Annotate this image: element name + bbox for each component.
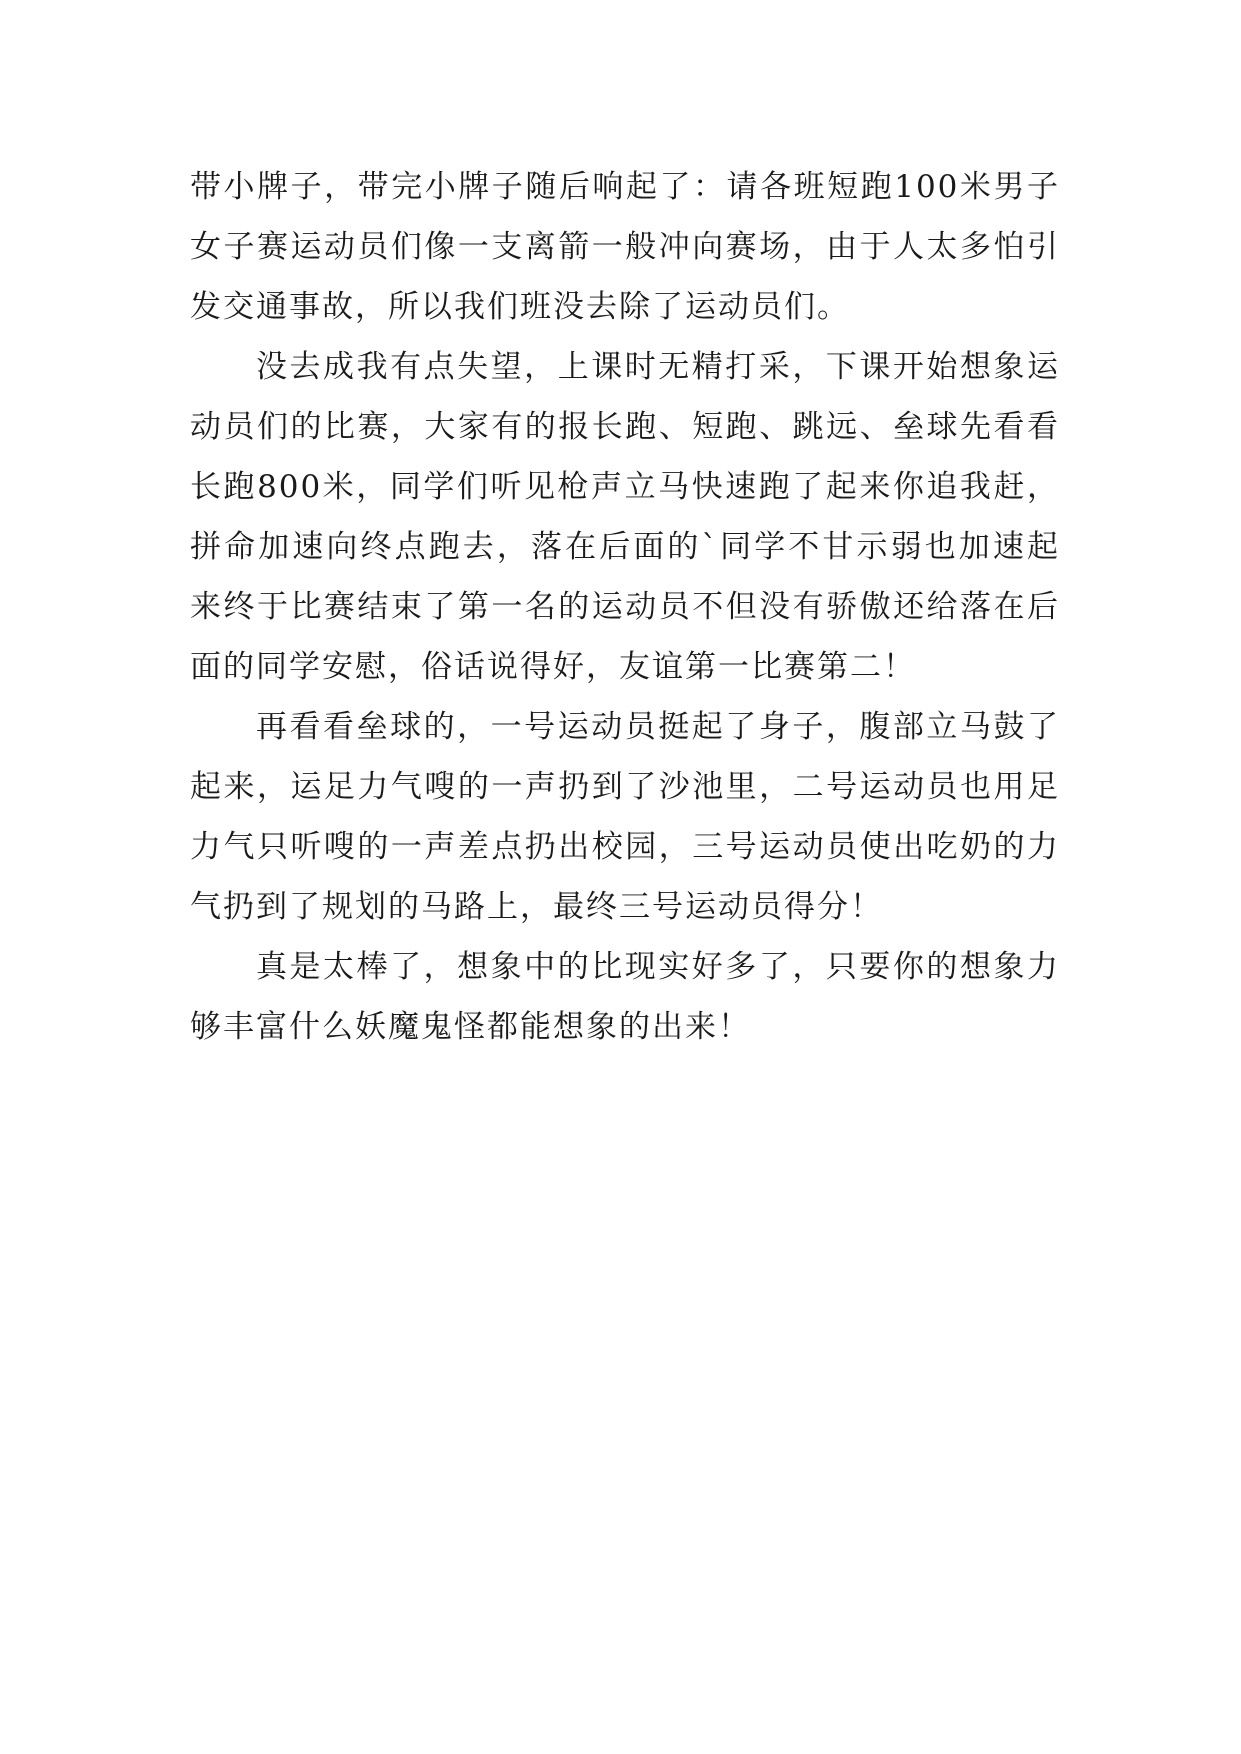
paragraph-3: 再看看垒球的，一号运动员挺起了身子，腹部立马鼓了起来，运足力气嗖的一声扔到了沙池里，二号运动员也用足力气只听嗖的一声差点扔出校园，三号运动员使出吃奶的力气扔到了规划的马路上，最终三号运动员得分！ (190, 709, 1060, 925)
paragraph-4: 真是太棒了，想象中的比现实好多了，只要你的想象力够丰富什么妖魔鬼怪都能想象的出来！ (190, 949, 1060, 1045)
paragraph-2: 没去成我有点失望，上课时无精打采，下课开始想象运动员们的比赛，大家有的报长跑、短跑、跳远、垒球先看看长跑800米，同学们听见枪声立马快速跑了起来你追我赶，拼命加速向终点跑去，落在后面的`同学不甘示弱也加速起来终于比赛结束了第一名的运动员不但没有骄傲还给落在后面的同学安慰，俗话说得好，友谊第一比赛第二！ (190, 349, 1060, 685)
body-text (190, 157, 1060, 1057)
paragraph-1: 带小牌子，带完小牌子随后响起了：请各班短跑100米男子女子赛运动员们像一支离箭一般冲向赛场，由于人太多怕引发交通事故，所以我们班没去除了运动员们。 (190, 169, 1060, 325)
